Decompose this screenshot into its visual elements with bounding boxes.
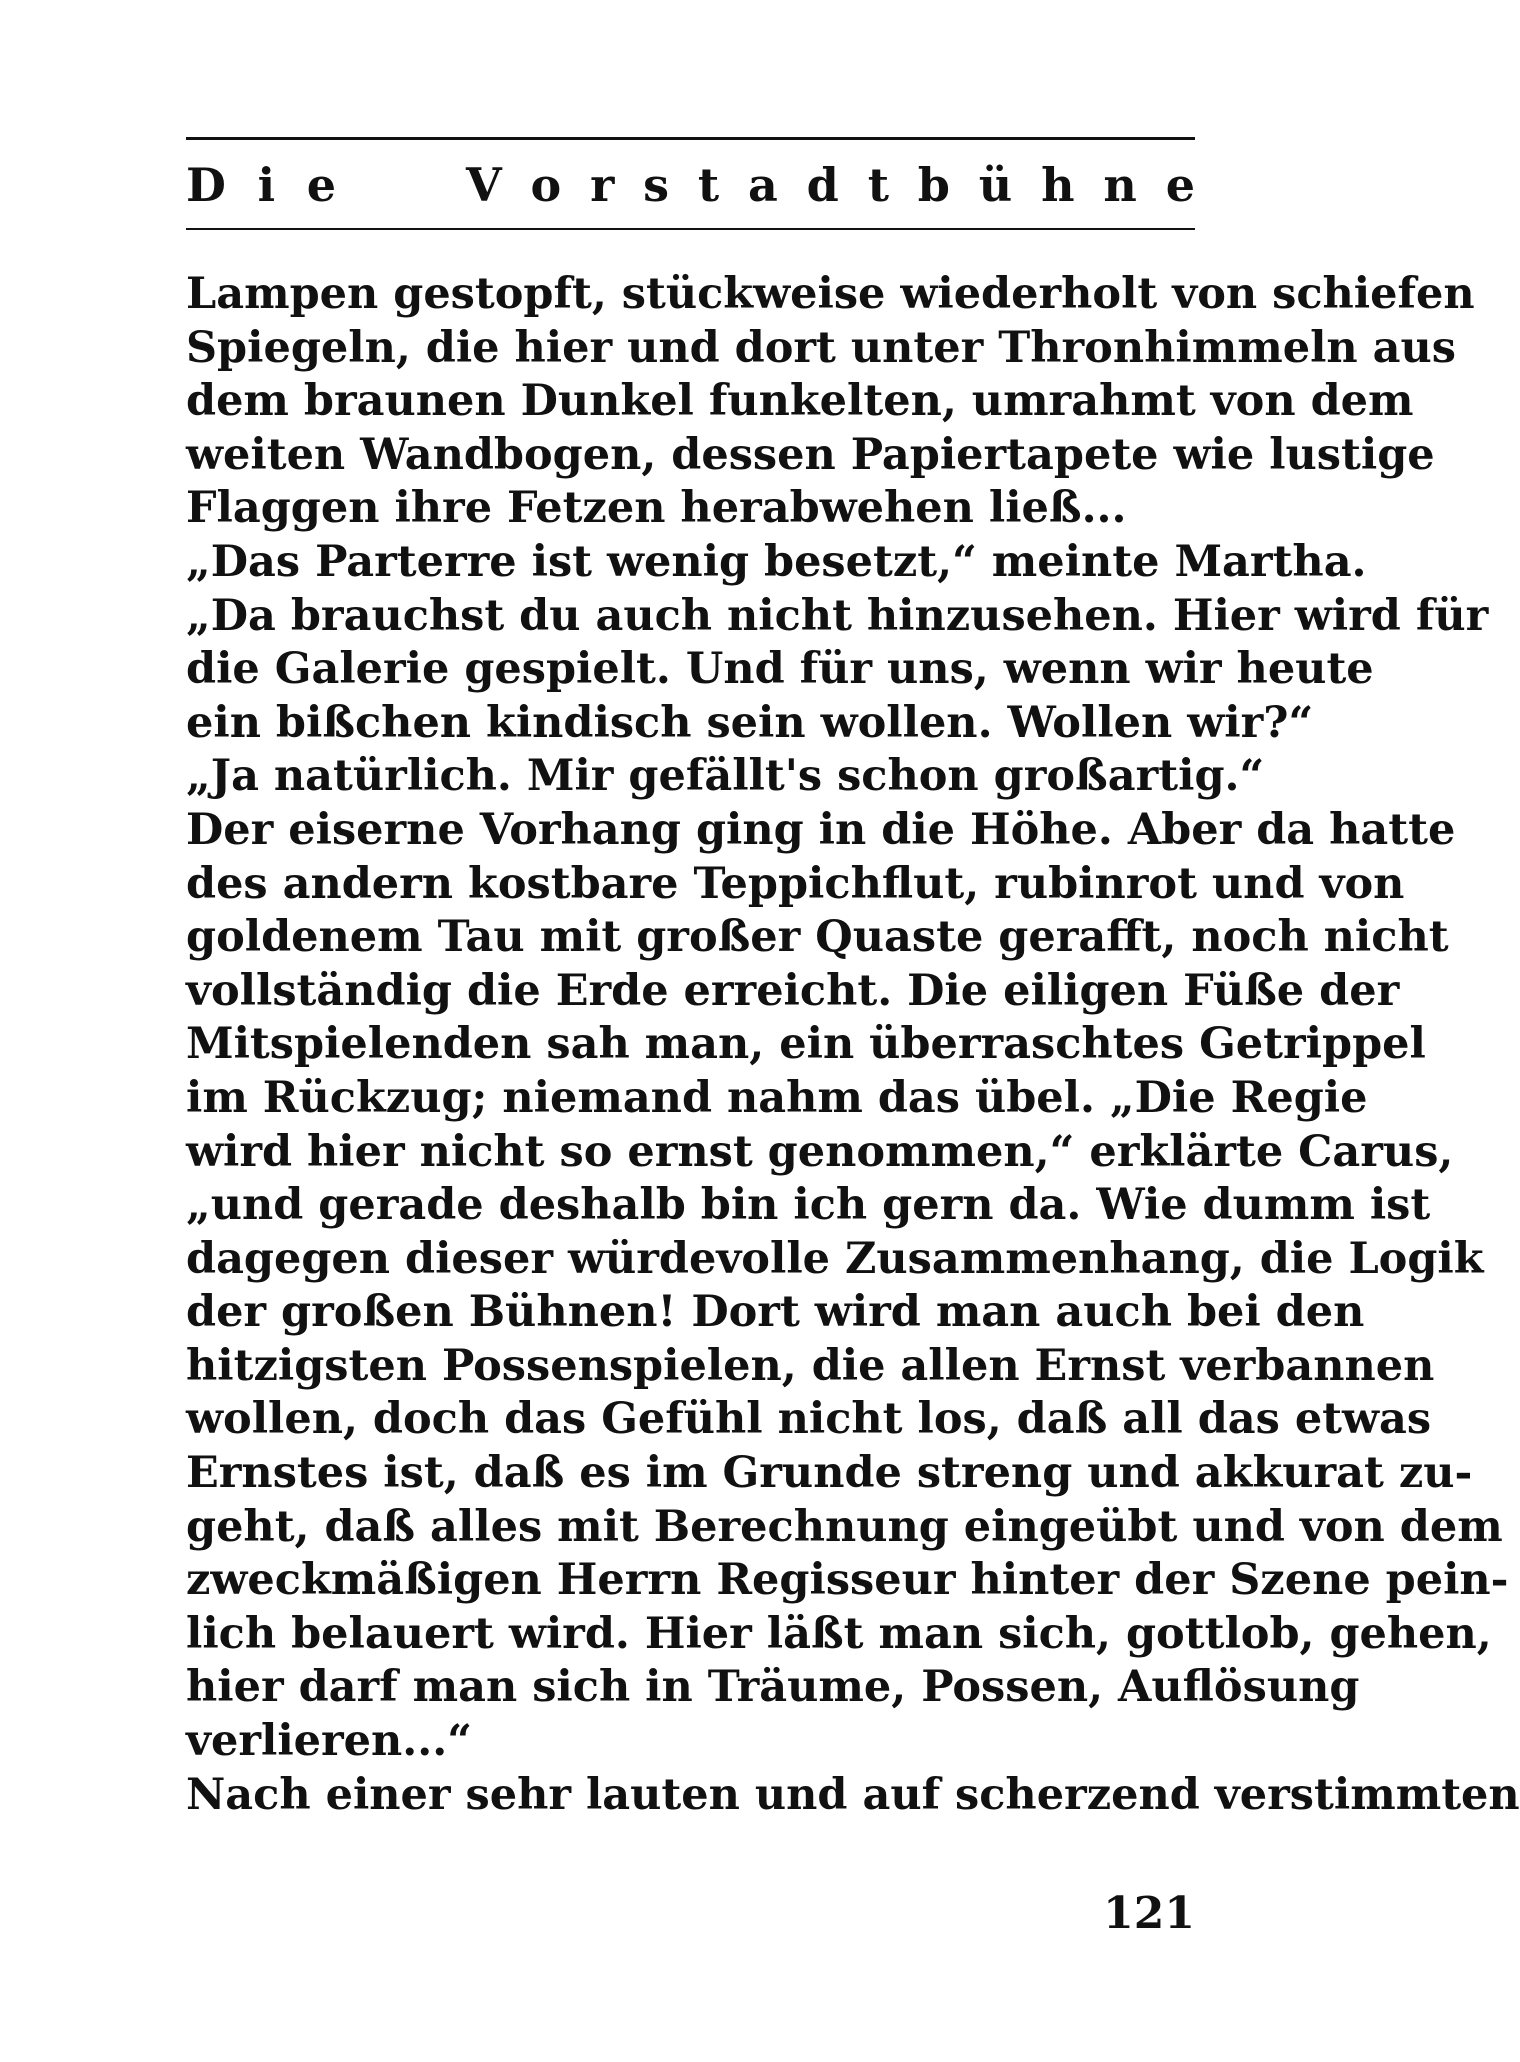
running-head-word-2 xyxy=(466,158,1195,212)
text-line: „Ja natürlich. Mir gefällt's schon großartig.“ xyxy=(186,751,1265,802)
text-line: dem braunen Dunkel funkelten, umrahmt von dem xyxy=(186,376,1414,427)
text-line: geht, daß alles mit Berechnung eingeübt und von dem xyxy=(186,1501,1503,1552)
running-head-letter: b xyxy=(917,158,950,212)
text-line: lich belauert wird. Hier läßt man sich, gottlob, gehen, xyxy=(186,1608,1492,1659)
text-line: im Rückzug; niemand nahm das übel. „Die Regie xyxy=(186,1072,1368,1123)
text-line: hitzigsten Possenspielen, die allen Ernst verbannen xyxy=(186,1340,1435,1391)
text-line: Mitspielenden sah man, ein überraschtes Getrippel xyxy=(186,1019,1426,1070)
text-line: des andern kostbare Teppichflut, rubinrot und von xyxy=(186,858,1405,909)
text-line: der großen Bühnen! Dort wird man auch bei den xyxy=(186,1287,1365,1338)
text-line: Spiegeln, die hier und dort unter Thronhimmeln aus xyxy=(186,322,1456,373)
text-line: Lampen gestopft, stückweise wiederholt von schiefen xyxy=(186,269,1475,319)
text-line: wollen, doch das Gefühl nicht los, daß all das etwas xyxy=(186,1394,1432,1445)
text-line: „Das Parterre ist wenig besetzt,“ meinte Martha. xyxy=(186,536,1367,587)
running-head-letter: i xyxy=(257,158,276,212)
text-line: wird hier nicht so ernst genommen,“ erklärte Carus, xyxy=(186,1126,1454,1177)
header-rule-top xyxy=(186,137,1195,140)
running-head-letter: d xyxy=(806,158,839,212)
text-line: Der eiserne Vorhang ging in die Höhe. Aber da hatte xyxy=(186,804,1456,855)
text-line: ein bißchen kindisch sein wollen. Wollen wir?“ xyxy=(186,697,1314,748)
text-line: zweckmäßigen Herrn Regisseur hinter der Szene pein- xyxy=(186,1555,1509,1606)
running-head-letter: r xyxy=(590,158,615,212)
text-line: verlieren...“ xyxy=(186,1716,472,1767)
running-head-letter: V xyxy=(466,158,502,212)
running-head xyxy=(186,150,1195,220)
running-head-letter: t xyxy=(867,158,889,212)
text-line: „Da brauchst du auch nicht hinzusehen. Hier wird für xyxy=(186,590,1489,641)
running-head-letter: e xyxy=(1165,158,1195,212)
running-head-letter: a xyxy=(748,158,778,212)
text-line: „und gerade deshalb bin ich gern da. Wie dumm ist xyxy=(186,1180,1431,1231)
running-head-letter: e xyxy=(306,158,336,212)
running-head-word-1 xyxy=(186,158,336,212)
text-line: die Galerie gespielt. Und für uns, wenn wir heute xyxy=(186,644,1374,695)
running-head-letter: t xyxy=(697,158,720,212)
text-line: Ernstes ist, daß es im Grunde streng und akkurat zu- xyxy=(186,1448,1473,1499)
running-head-letter: s xyxy=(643,158,670,212)
running-head-letter: o xyxy=(530,158,562,212)
text-line: Flaggen ihre Fetzen herabwehen ließ... xyxy=(186,483,1127,534)
running-head-letter: n xyxy=(1103,158,1137,212)
text-line: hier darf man sich in Träume, Possen, Auflösung xyxy=(186,1662,1360,1713)
text-line: goldenem Tau mit großer Quaste gerafft, noch nicht xyxy=(186,912,1449,963)
running-head-letter: D xyxy=(186,158,226,212)
text-line: dagegen dieser würdevolle Zusammenhang, die Logik xyxy=(186,1233,1484,1284)
text-line: vollständig die Erde erreicht. Die eiligen Füße der xyxy=(186,965,1400,1016)
text-line: weiten Wandbogen, dessen Papiertapete wie lustige xyxy=(186,429,1435,480)
running-head-letter: h xyxy=(1041,158,1075,212)
running-head-letter: ü xyxy=(978,158,1013,212)
body-text xyxy=(186,268,1520,1822)
text-line: Nach einer sehr lauten und auf scherzend verstimmten xyxy=(186,1769,1520,1820)
page-number: 121 xyxy=(1103,1888,1195,1939)
header-rule-bottom xyxy=(186,228,1195,230)
